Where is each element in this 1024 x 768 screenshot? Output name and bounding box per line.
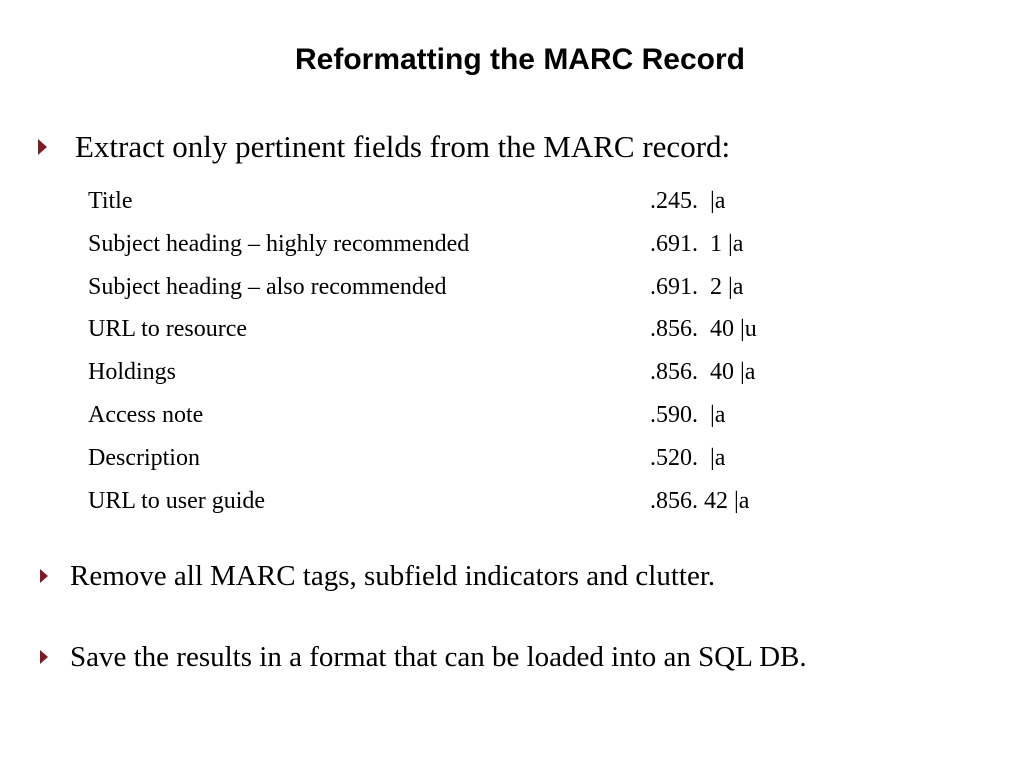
field-row <box>88 394 808 437</box>
field-label: Holdings <box>88 359 177 386</box>
field-code: .245. |a <box>650 188 726 214</box>
field-row <box>88 308 808 351</box>
field-label: URL to resource <box>88 316 248 343</box>
triangle-bullet-icon <box>38 139 47 155</box>
field-row <box>88 480 808 523</box>
bullet-remove-tags <box>40 556 715 596</box>
triangle-bullet-icon <box>40 569 48 583</box>
bullet-text: Save the results in a format that can be loaded into an SQL DB. <box>70 640 807 673</box>
marc-field-list <box>88 180 808 522</box>
field-code: .691. 1 |a <box>650 230 744 257</box>
field-row <box>88 180 808 223</box>
field-code: .691. 2 |a <box>650 273 744 300</box>
field-label: URL to user guide <box>88 487 266 514</box>
field-row <box>88 223 808 266</box>
bullet-save-results <box>40 637 807 677</box>
field-code: .520. |a <box>650 444 726 471</box>
field-code: .856. 42 |a <box>650 487 750 514</box>
field-code: .856. 40 |a <box>650 359 756 386</box>
field-row <box>88 351 808 394</box>
field-label: Subject heading – also recommended <box>88 273 447 300</box>
field-code: .590. |a <box>650 401 726 428</box>
field-code: .856. 40 |u <box>650 316 757 343</box>
field-row <box>88 437 808 480</box>
field-label: Description <box>88 444 200 471</box>
bullet-text: Remove all MARC tags, subfield indicators and clutter. <box>70 559 716 592</box>
slide-title: Reformatting the MARC Record <box>294 43 745 76</box>
bullet-text: Extract only pertinent fields from the MARC record: <box>75 129 731 164</box>
field-row <box>88 266 808 309</box>
field-label: Title <box>88 188 133 214</box>
triangle-bullet-icon <box>40 650 48 664</box>
field-label: Access note <box>88 401 204 428</box>
bullet-extract-fields <box>38 127 730 167</box>
field-label: Subject heading – highly recommended <box>88 230 470 257</box>
